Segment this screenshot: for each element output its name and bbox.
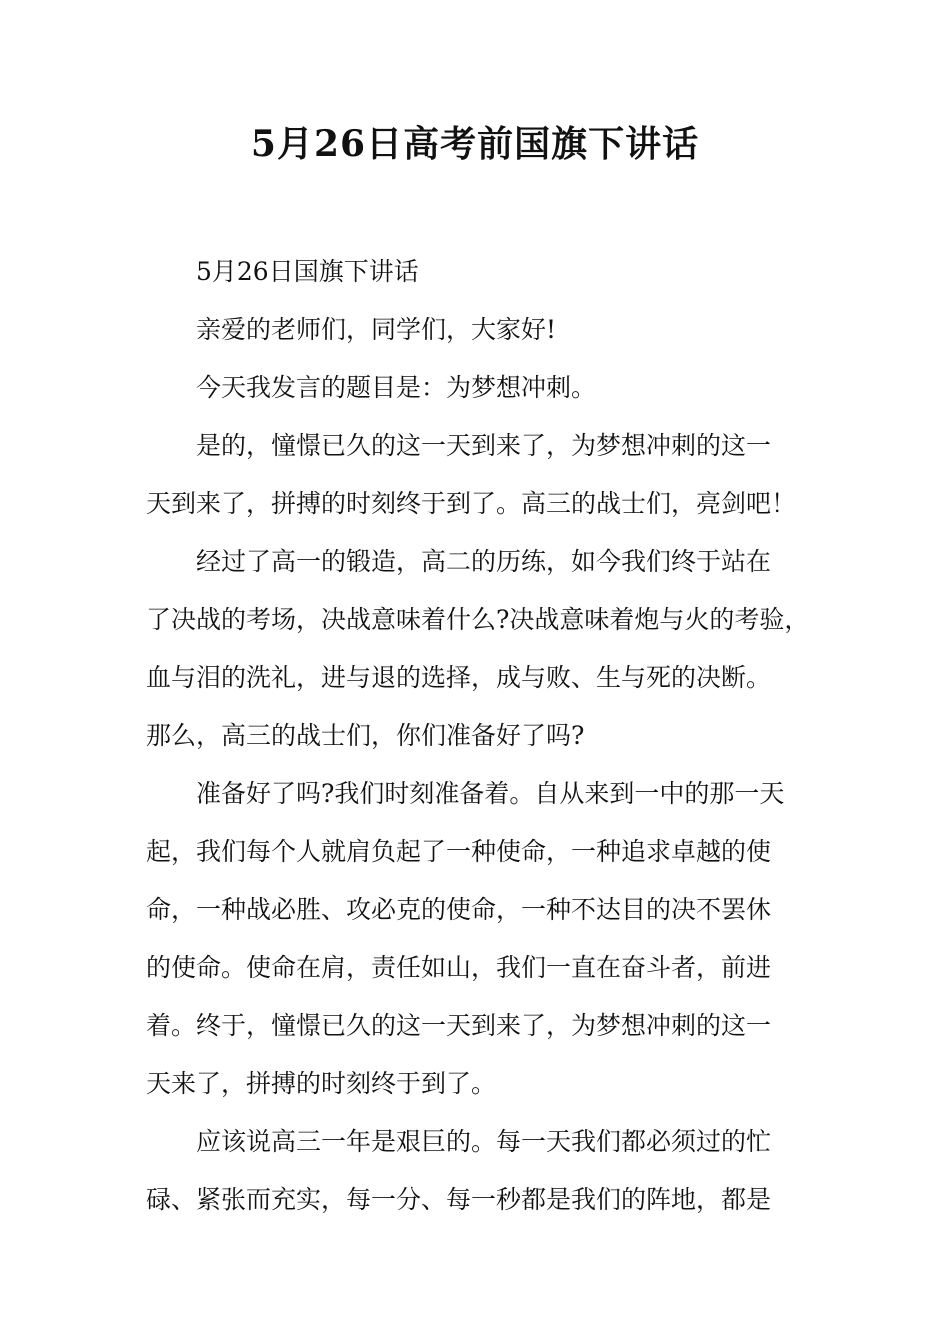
text-line: 的使命。使命在肩，责任如山，我们一直在奋斗者，前进	[146, 953, 772, 982]
document-body	[146, 243, 826, 1229]
text-line: 起，我们每个人就肩负起了一种使命，一种追求卓越的使	[146, 837, 772, 866]
text-line: 天来了，拼搏的时刻终于到了。	[146, 1069, 497, 1098]
paragraph-5	[146, 533, 826, 765]
text-line: 命，一种战必胜、攻必克的使命，一种不达目的决不罢休	[146, 895, 772, 924]
text-line: 了决战的考场，决战意味着什么?决战意味着炮与火的考验，	[146, 605, 810, 634]
text-line: 那么，高三的战士们，你们准备好了吗?	[146, 721, 585, 750]
text-line: 今天我发言的题目是：为梦想冲刺。	[196, 373, 597, 402]
paragraph-4	[146, 417, 826, 533]
text-line: 应该说高三一年是艰巨的。每一天我们都必须过的忙	[196, 1127, 772, 1156]
text-line: 准备好了吗?我们时刻准备着。自从来到一中的那一天	[196, 779, 785, 808]
text-line: 是的，憧憬已久的这一天到来了，为梦想冲刺的这一	[196, 431, 772, 460]
text-line: 亲爱的老师们，同学们，大家好!	[196, 315, 557, 344]
text-line: 经过了高一的锻造，高二的历练，如今我们终于站在	[196, 547, 772, 576]
paragraph-2	[146, 301, 826, 359]
paragraph-6	[146, 765, 826, 1113]
text-line: 着。终于，憧憬已久的这一天到来了，为梦想冲刺的这一	[146, 1011, 772, 1040]
paragraph-3	[146, 359, 826, 417]
text-line: 血与泪的洗礼，进与退的选择，成与败、生与死的决断。	[146, 663, 772, 692]
text-line: 天到来了，拼搏的时刻终于到了。高三的战士们，亮剑吧！	[146, 489, 797, 518]
text-line: 5月26日国旗下讲话	[196, 257, 419, 286]
document-title: 5月26日高考前国旗下讲话	[250, 123, 700, 165]
paragraph-7	[146, 1113, 826, 1229]
paragraph-1	[146, 243, 826, 301]
text-line: 碌、紧张而充实，每一分、每一秒都是我们的阵地，都是	[146, 1185, 772, 1214]
